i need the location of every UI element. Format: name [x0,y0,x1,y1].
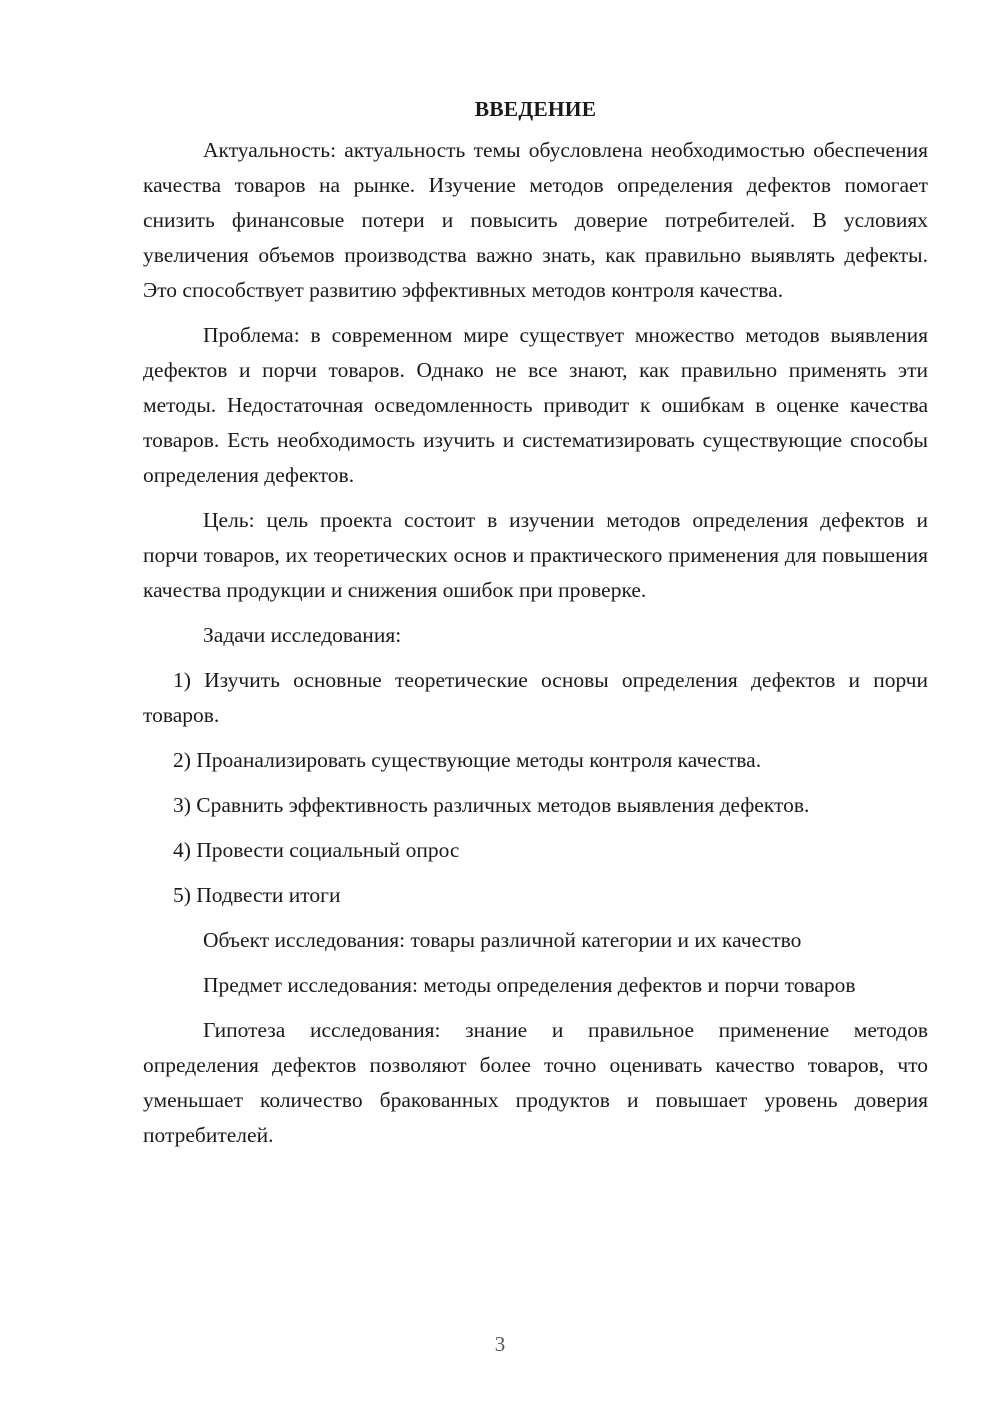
list-item: 3) Сравнить эффективность различных методов выявления дефектов. [173,793,810,817]
page-title: ВВЕДЕНИЕ [474,97,597,121]
tasks-heading: Задачи исследования: [203,623,402,647]
list-item: 2) Проанализировать существующие методы контроля качества. [173,748,762,772]
page-number: 3 [494,1332,506,1356]
paragraph-subject: Предмет исследования: методы определения дефектов и порчи товаров [203,973,856,997]
paragraph-problem: Проблема: в современном мире существует множество методов выявления дефектов и порчи товаров. Однако не все знают, как правильно применять эти методы. Недостаточная осведомленность приводит к ошибкам в оценке качества товаров. Есть необходимость изучить и систематизировать существующие способы определения дефектов. [143,323,928,487]
paragraph-object: Объект исследования: товары различной категории и их качество [203,928,802,952]
paragraph-relevance: Актуальность: актуальность темы обусловлена необходимостью обеспечения качества товаров на рынке. Изучение методов определения дефектов помогает снизить финансовые потери и повысить доверие потребителей. В условиях увеличения объемов производства важно знать, как правильно выявлять дефекты. Это способствует развитию эффективных методов контроля качества. [143,138,928,302]
list-item: 5) Подвести итоги [173,883,341,907]
list-item: 1) Изучить основные теоретические основы определения дефектов и порчи товаров. [143,668,928,727]
list-item: 4) Провести социальный опрос [173,838,460,862]
paragraph-hypothesis: Гипотеза исследования: знание и правильное применение методов определения дефектов позволяют более точно оценивать качество товаров, что уменьшает количество бракованных продуктов и повышает уровень доверия потребителей. [143,1018,928,1147]
paragraph-goal: Цель: цель проекта состоит в изучении методов определения дефектов и порчи товаров, их теоретических основ и практического применения для повышения качества продукции и снижения ошибок при проверке. [143,508,928,602]
document-page [143,92,928,1163]
